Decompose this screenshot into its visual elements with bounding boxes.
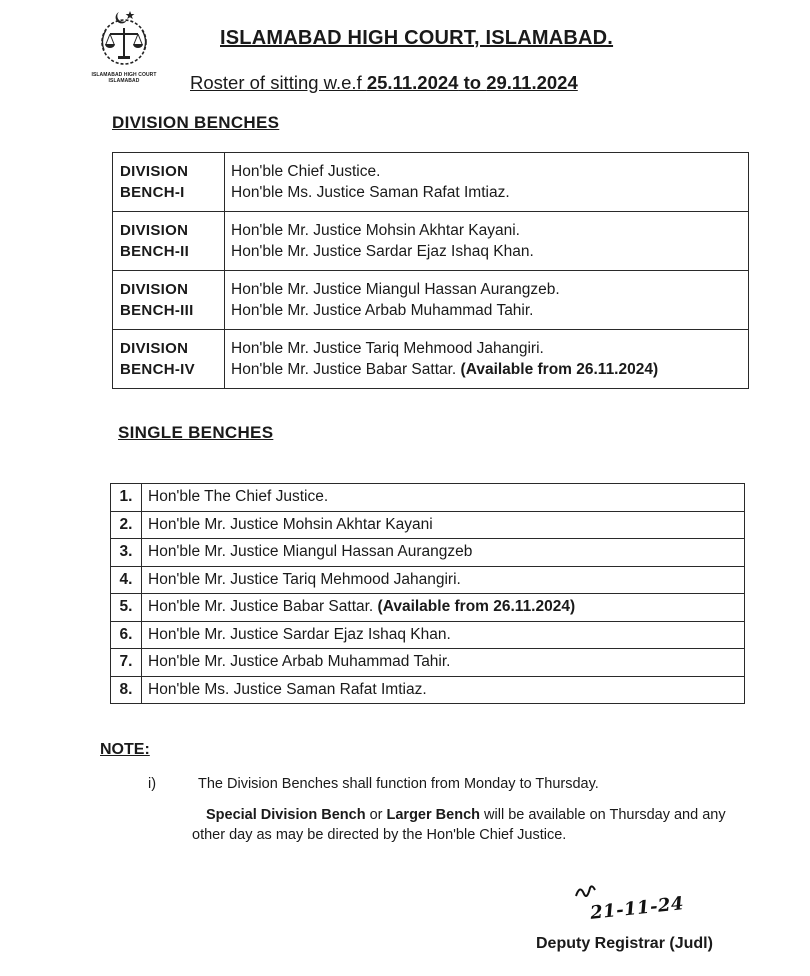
date-from: 25.11.2024 (366, 72, 459, 93)
bench-name-line2: BENCH-I (120, 184, 185, 201)
table-row (111, 484, 745, 512)
date-separator: to (458, 72, 487, 93)
judge-name: Hon'ble Ms. Justice Saman Rafat Imtiaz. (148, 680, 427, 698)
bench-name-cell (113, 271, 225, 330)
note-rest: will be available on Thursday and any other day as may be directed by the Hon'ble Chief Justice. (192, 807, 726, 843)
serial-number: 7. (111, 649, 142, 677)
judge-cell (142, 621, 745, 649)
judge-name: Hon'ble Mr. Justice Sardar Ejaz Ishaq Khan. (148, 625, 451, 643)
judge-name: Hon'ble Ms. Justice Saman Rafat Imtiaz. (231, 184, 510, 201)
serial-number: 1. (111, 484, 142, 512)
table-row (111, 621, 745, 649)
special-division-bench-text: Special Division Bench (206, 807, 366, 823)
serial-number: 6. (111, 621, 142, 649)
subtitle-prefix: Roster of sitting w.e.f (190, 72, 367, 93)
table-row (111, 511, 745, 539)
judge-cell (142, 594, 745, 622)
judge-name: Hon'ble Mr. Justice Babar Sattar. (231, 361, 457, 378)
judge-cell (142, 511, 745, 539)
table-row (111, 594, 745, 622)
serial-number: 5. (111, 594, 142, 622)
availability-note: (Available from 26.11.2024) (460, 361, 659, 378)
serial-number: 2. (111, 511, 142, 539)
note-item-text: The Division Benches shall function from Monday to Thursday. (198, 776, 599, 792)
bench-name-cell (113, 330, 225, 389)
bench-name-cell (113, 153, 225, 212)
judge-name: Hon'ble Mr. Justice Mohsin Akhtar Kayani (148, 515, 433, 533)
emblem-caption-line1: ISLAMABAD HIGH COURT (91, 72, 157, 78)
bench-name-line2: BENCH-II (120, 243, 190, 260)
table-row (111, 566, 745, 594)
judge-name: Hon'ble Mr. Justice Arbab Muhammad Tahir. (148, 653, 451, 671)
judge-cell (142, 566, 745, 594)
judge-name: Hon'ble Mr. Justice Miangul Hassan Aurangzeb. (231, 281, 560, 298)
bench-name-cell (113, 212, 225, 271)
table-row (113, 271, 749, 330)
bench-name-line1: DIVISION (120, 340, 189, 357)
judge-name: Hon'ble Mr. Justice Miangul Hassan Aurangzeb (148, 543, 473, 561)
judge-cell (142, 539, 745, 567)
table-row (111, 539, 745, 567)
judge-name: Hon'ble Mr. Justice Sardar Ejaz Ishaq Khan. (231, 243, 534, 260)
scales-of-justice-icon (92, 6, 156, 70)
bench-judges-cell (225, 212, 749, 271)
bench-judges-cell (225, 271, 749, 330)
judge-name-with-note (231, 359, 748, 380)
division-benches-table (112, 152, 749, 389)
judge-name: Hon'ble Mr. Justice Arbab Muhammad Tahir. (231, 302, 534, 319)
availability-note: (Available from 26.11.2024) (377, 598, 576, 616)
single-benches-heading: SINGLE BENCHES (118, 423, 274, 442)
judge-cell (142, 676, 745, 704)
table-row (111, 676, 745, 704)
judge-name: Hon'ble Mr. Justice Babar Sattar. (148, 598, 374, 616)
serial-number: 8. (111, 676, 142, 704)
emblem-caption-line2: ISLAMABAD (108, 78, 140, 84)
signature-date: 21-11-24 (589, 893, 685, 924)
table-row (113, 330, 749, 389)
larger-bench-text: Larger Bench (386, 807, 480, 823)
judge-name: Hon'ble The Chief Justice. (148, 488, 329, 506)
bench-name-line2: BENCH-III (120, 302, 194, 319)
table-row (113, 212, 749, 271)
bench-judges-cell (225, 330, 749, 389)
bench-judges-cell (225, 153, 749, 212)
note-item-number: i) (148, 776, 157, 792)
judge-cell (142, 649, 745, 677)
judge-name: Hon'ble Mr. Justice Mohsin Akhtar Kayani. (231, 222, 520, 239)
bench-name-line1: DIVISION (120, 281, 189, 298)
bench-name-line1: DIVISION (120, 222, 189, 239)
note-connector: or (365, 807, 387, 823)
roster-subtitle (190, 72, 578, 94)
table-row (113, 153, 749, 212)
judge-name: Hon'ble Mr. Justice Tariq Mehmood Jahangiri. (148, 570, 461, 588)
division-benches-heading: DIVISION BENCHES (112, 113, 280, 132)
judge-name: Hon'ble Mr. Justice Tariq Mehmood Jahangiri. (231, 340, 544, 357)
bench-name-line1: DIVISION (120, 163, 189, 180)
note-paragraph (192, 805, 737, 845)
signatory-designation: Deputy Registrar (Judl) (536, 935, 713, 952)
table-row (111, 649, 745, 677)
single-benches-table (110, 483, 745, 704)
date-to: 29.11.2024 (486, 72, 578, 93)
note-label: NOTE: (100, 741, 150, 758)
serial-number: 3. (111, 539, 142, 567)
document-title: ISLAMABAD HIGH COURT, ISLAMABAD. (220, 27, 614, 49)
judge-name: Hon'ble Chief Justice. (231, 163, 381, 180)
court-emblem (78, 6, 170, 84)
bench-name-line2: BENCH-IV (120, 361, 195, 378)
judge-cell (142, 484, 745, 512)
serial-number: 4. (111, 566, 142, 594)
